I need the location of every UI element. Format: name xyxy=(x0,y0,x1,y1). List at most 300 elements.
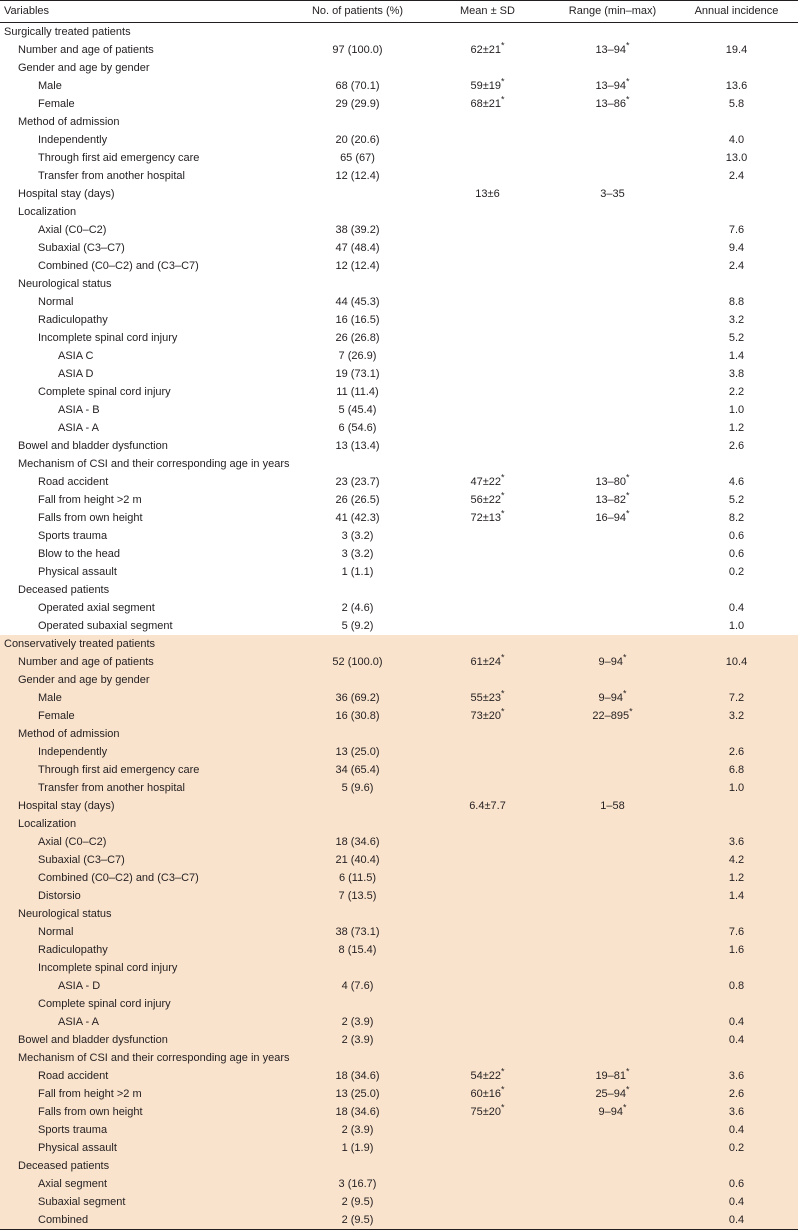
table-row xyxy=(0,1211,798,1230)
row-count: 13 (25.0) xyxy=(290,743,425,761)
row-range xyxy=(550,1211,675,1230)
row-label: Surgically treated patients xyxy=(4,26,131,38)
table-row xyxy=(0,1193,798,1211)
column-header-range: Range (min–max) xyxy=(550,1,675,23)
table-row xyxy=(0,905,798,923)
row-count: 5 (45.4) xyxy=(338,404,377,416)
table-row xyxy=(0,887,798,905)
row-mean-sd xyxy=(425,455,550,473)
row-count xyxy=(290,581,425,599)
row-mean-sd xyxy=(425,527,550,545)
table-row xyxy=(0,1085,798,1103)
row-annual-incidence: 1.0 xyxy=(728,620,745,632)
row-annual-incidence: 3.6 xyxy=(675,1103,798,1121)
row-range xyxy=(550,545,675,563)
row-mean-sd xyxy=(425,437,550,455)
row-annual-incidence: 2.2 xyxy=(728,386,745,398)
row-annual-incidence xyxy=(675,905,798,923)
table-row xyxy=(0,347,798,365)
row-label: Blow to the head xyxy=(38,548,120,560)
row-count: 1 (1.1) xyxy=(341,566,374,578)
column-header-variables: Variables xyxy=(0,1,290,23)
row-label: Falls from own height xyxy=(38,512,143,524)
row-annual-incidence: 0.4 xyxy=(675,1211,798,1230)
row-mean-sd xyxy=(425,977,550,995)
row-mean-sd xyxy=(425,1049,550,1067)
row-label: Subaxial (C3–C7) xyxy=(38,242,125,254)
row-count: 29 (29.9) xyxy=(335,98,380,110)
header-row xyxy=(0,1,798,23)
row-range xyxy=(550,59,675,77)
row-annual-incidence: 7.2 xyxy=(675,689,798,707)
row-annual-incidence: 13.0 xyxy=(725,152,748,164)
row-annual-incidence: 1.6 xyxy=(675,941,798,959)
row-range: 16–94* xyxy=(595,509,630,524)
row-label: Axial segment xyxy=(0,1175,290,1193)
row-label: Combined (C0–C2) and (C3–C7) xyxy=(0,869,290,887)
row-label: Subaxial (C3–C7) xyxy=(0,851,290,869)
row-range xyxy=(550,221,675,239)
table-row xyxy=(0,671,798,689)
row-label: Axial (C0–C2) xyxy=(0,833,290,851)
table-row xyxy=(0,707,798,725)
table-row xyxy=(0,923,798,941)
row-annual-incidence xyxy=(675,23,798,42)
table-row xyxy=(0,41,798,59)
row-annual-incidence: 0.2 xyxy=(728,566,745,578)
row-mean-sd xyxy=(425,311,550,329)
row-annual-incidence: 0.4 xyxy=(675,1121,798,1139)
row-range xyxy=(550,149,675,167)
row-count: 11 (11.4) xyxy=(336,386,379,398)
row-count xyxy=(290,725,425,743)
row-range xyxy=(550,275,675,293)
row-range: 9–94* xyxy=(550,653,675,671)
row-mean-sd xyxy=(425,203,550,221)
row-range xyxy=(550,437,675,455)
row-label: Fall from height >2 m xyxy=(38,494,142,506)
row-count: 2 (9.5) xyxy=(290,1211,425,1230)
row-label: Axial (C0–C2) xyxy=(38,224,107,236)
table-row xyxy=(0,815,798,833)
row-label: Method of admission xyxy=(18,116,120,128)
table-row xyxy=(0,617,798,635)
row-mean-sd xyxy=(425,761,550,779)
table-row xyxy=(0,653,798,671)
row-annual-incidence xyxy=(675,635,798,653)
row-annual-incidence: 5.2 xyxy=(728,332,745,344)
row-range xyxy=(550,617,675,635)
row-mean-sd: 61±24* xyxy=(425,653,550,671)
row-count: 26 (26.8) xyxy=(335,332,380,344)
row-mean-sd xyxy=(425,1157,550,1175)
row-count: 12 (12.4) xyxy=(335,260,380,272)
row-range xyxy=(550,941,675,959)
row-range xyxy=(550,239,675,257)
table-row xyxy=(0,563,798,581)
row-mean-sd xyxy=(425,149,550,167)
row-count: 13 (13.4) xyxy=(335,440,380,452)
row-count: 68 (70.1) xyxy=(335,80,380,92)
row-range xyxy=(550,887,675,905)
row-annual-incidence: 7.6 xyxy=(728,224,745,236)
row-label: Method of admission xyxy=(0,725,290,743)
row-range xyxy=(550,977,675,995)
row-range xyxy=(550,401,675,419)
row-annual-incidence: 1.2 xyxy=(675,869,798,887)
row-range xyxy=(550,419,675,437)
row-range xyxy=(550,671,675,689)
row-mean-sd xyxy=(425,671,550,689)
row-range xyxy=(550,455,675,473)
row-count: 12 (12.4) xyxy=(335,170,380,182)
row-mean-sd: 6.4±7.7 xyxy=(425,797,550,815)
row-range xyxy=(550,527,675,545)
row-range xyxy=(550,761,675,779)
row-range xyxy=(550,815,675,833)
row-count xyxy=(290,203,425,221)
row-label: Sports trauma xyxy=(0,1121,290,1139)
row-annual-incidence: 1.4 xyxy=(675,887,798,905)
row-count: 3 (3.2) xyxy=(341,548,374,560)
row-range xyxy=(550,959,675,977)
row-label: ASIA D xyxy=(58,368,94,380)
row-range: 13–94* xyxy=(595,77,630,92)
row-annual-incidence: 13.6 xyxy=(725,80,748,92)
row-label: Subaxial segment xyxy=(0,1193,290,1211)
row-count xyxy=(290,815,425,833)
row-label: Road accident xyxy=(38,476,109,488)
table-row xyxy=(0,851,798,869)
row-mean-sd xyxy=(425,1175,550,1193)
row-count: 23 (23.7) xyxy=(335,476,380,488)
row-mean-sd: 59±19* xyxy=(470,77,505,92)
row-annual-incidence: 3.2 xyxy=(728,314,745,326)
row-mean-sd xyxy=(425,833,550,851)
row-mean-sd: 47±22* xyxy=(470,473,505,488)
row-label: Incomplete spinal cord injury xyxy=(0,959,290,977)
row-mean-sd xyxy=(425,815,550,833)
row-annual-incidence: 0.6 xyxy=(675,1175,798,1193)
row-mean-sd: 56±22* xyxy=(470,491,505,506)
table-row xyxy=(0,995,798,1013)
row-count: 4 (7.6) xyxy=(290,977,425,995)
row-mean-sd xyxy=(425,905,550,923)
row-range xyxy=(550,203,675,221)
row-range: 9–94* xyxy=(550,689,675,707)
row-range xyxy=(550,905,675,923)
row-count: 36 (69.2) xyxy=(290,689,425,707)
row-annual-incidence xyxy=(675,581,798,599)
row-mean-sd: 75±20* xyxy=(425,1103,550,1121)
row-label: Complete spinal cord injury xyxy=(0,995,290,1013)
row-label: Independently xyxy=(0,743,290,761)
row-label: Combined (C0–C2) and (C3–C7) xyxy=(38,260,199,272)
row-range xyxy=(550,113,675,131)
row-count: 21 (40.4) xyxy=(290,851,425,869)
row-annual-incidence: 8.2 xyxy=(728,512,745,524)
row-mean-sd xyxy=(425,131,550,149)
row-label: Localization xyxy=(18,206,77,218)
row-mean-sd xyxy=(425,1031,550,1049)
table-row xyxy=(0,869,798,887)
table-row xyxy=(0,59,798,77)
table-row xyxy=(0,95,798,113)
row-mean-sd xyxy=(425,581,550,599)
row-annual-incidence: 0.6 xyxy=(728,530,745,542)
row-count: 65 (67) xyxy=(340,152,375,164)
row-mean-sd xyxy=(425,221,550,239)
table-row xyxy=(0,257,798,275)
column-header-annual-incidence: Annual incidence xyxy=(675,1,798,23)
table-row xyxy=(0,1175,798,1193)
row-range xyxy=(550,725,675,743)
table-row xyxy=(0,1031,798,1049)
row-annual-incidence: 10.4 xyxy=(675,653,798,671)
row-mean-sd xyxy=(425,995,550,1013)
row-range xyxy=(550,1139,675,1157)
row-label: Neurological status xyxy=(18,278,112,290)
row-range xyxy=(550,1157,675,1175)
row-mean-sd xyxy=(425,599,550,617)
row-annual-incidence xyxy=(675,113,798,131)
table-row xyxy=(0,131,798,149)
row-mean-sd xyxy=(425,869,550,887)
row-label: Distorsio xyxy=(0,887,290,905)
table-row xyxy=(0,599,798,617)
row-count: 8 (15.4) xyxy=(290,941,425,959)
row-mean-sd xyxy=(425,239,550,257)
row-annual-incidence xyxy=(675,995,798,1013)
row-count: 16 (16.5) xyxy=(335,314,380,326)
row-mean-sd: 60±16* xyxy=(425,1085,550,1103)
row-label: Female xyxy=(38,98,75,110)
table-row xyxy=(0,1049,798,1067)
table-header xyxy=(0,1,798,23)
row-count xyxy=(290,23,425,42)
row-mean-sd xyxy=(425,725,550,743)
table-row xyxy=(0,1067,798,1085)
row-count: 3 (16.7) xyxy=(290,1175,425,1193)
row-annual-incidence: 0.2 xyxy=(675,1139,798,1157)
table-row xyxy=(0,293,798,311)
row-count: 2 (9.5) xyxy=(290,1193,425,1211)
column-header-mean-sd: Mean ± SD xyxy=(425,1,550,23)
row-mean-sd xyxy=(425,779,550,797)
table-row xyxy=(0,509,798,527)
row-mean-sd xyxy=(425,851,550,869)
table-row xyxy=(0,203,798,221)
row-count xyxy=(290,455,425,473)
row-range xyxy=(550,923,675,941)
row-label: ASIA - A xyxy=(58,422,99,434)
row-range xyxy=(550,869,675,887)
row-label: Through first aid emergency care xyxy=(0,761,290,779)
row-label: Physical assault xyxy=(38,566,117,578)
row-label: Conservatively treated patients xyxy=(0,635,290,653)
row-count xyxy=(290,185,425,203)
row-label: Operated axial segment xyxy=(38,602,155,614)
row-count: 2 (3.9) xyxy=(290,1121,425,1139)
row-count: 38 (39.2) xyxy=(335,224,380,236)
row-mean-sd xyxy=(425,275,550,293)
table-row xyxy=(0,167,798,185)
row-annual-incidence xyxy=(675,1049,798,1067)
row-mean-sd xyxy=(425,545,550,563)
row-count: 7 (13.5) xyxy=(290,887,425,905)
row-annual-incidence: 0.4 xyxy=(675,1013,798,1031)
table-row xyxy=(0,329,798,347)
row-annual-incidence: 8.8 xyxy=(728,296,745,308)
row-mean-sd xyxy=(425,113,550,131)
row-label: ASIA - B xyxy=(58,404,100,416)
row-count xyxy=(290,995,425,1013)
row-mean-sd xyxy=(425,293,550,311)
row-mean-sd: 68±21* xyxy=(470,95,505,110)
row-count xyxy=(290,959,425,977)
row-label: Number and age of patients xyxy=(0,653,290,671)
row-annual-incidence: 1.0 xyxy=(675,779,798,797)
row-annual-incidence: 4.0 xyxy=(728,134,745,146)
table-row xyxy=(0,545,798,563)
row-mean-sd xyxy=(425,617,550,635)
row-annual-incidence: 2.4 xyxy=(728,260,745,272)
row-label: Neurological status xyxy=(0,905,290,923)
row-label: Bowel and bladder dysfunction xyxy=(18,440,168,452)
table-row xyxy=(0,977,798,995)
row-annual-incidence: 3.8 xyxy=(728,368,745,380)
row-mean-sd: 13±6 xyxy=(475,188,500,200)
row-count: 18 (34.6) xyxy=(290,1103,425,1121)
row-annual-incidence: 4.2 xyxy=(675,851,798,869)
row-mean-sd xyxy=(425,923,550,941)
table-row xyxy=(0,1157,798,1175)
row-range: 13–94* xyxy=(595,41,630,56)
row-label: Deceased patients xyxy=(18,584,110,596)
row-range xyxy=(550,131,675,149)
row-label: Transfer from another hospital xyxy=(38,170,185,182)
table-row xyxy=(0,689,798,707)
row-annual-incidence xyxy=(675,455,798,473)
row-count: 3 (3.2) xyxy=(341,530,374,542)
row-annual-incidence: 6.8 xyxy=(675,761,798,779)
row-label: Incomplete spinal cord injury xyxy=(38,332,178,344)
table-row xyxy=(0,959,798,977)
row-range xyxy=(550,347,675,365)
table-row xyxy=(0,239,798,257)
row-count: 44 (45.3) xyxy=(335,296,380,308)
table-row xyxy=(0,275,798,293)
row-range xyxy=(550,1175,675,1193)
row-annual-incidence: 3.6 xyxy=(675,833,798,851)
row-mean-sd xyxy=(425,1139,550,1157)
table-row xyxy=(0,311,798,329)
row-annual-incidence xyxy=(675,59,798,77)
row-count: 47 (48.4) xyxy=(335,242,380,254)
row-mean-sd xyxy=(425,887,550,905)
row-range xyxy=(550,311,675,329)
row-annual-incidence xyxy=(675,725,798,743)
table-row xyxy=(0,635,798,653)
row-mean-sd: 73±20* xyxy=(425,707,550,725)
row-count: 6 (54.6) xyxy=(338,422,377,434)
row-label: Deceased patients xyxy=(0,1157,290,1175)
row-range: 13–86* xyxy=(595,95,630,110)
row-annual-incidence: 1.2 xyxy=(728,422,745,434)
table-row xyxy=(0,1103,798,1121)
row-label: Combined xyxy=(0,1211,290,1230)
row-annual-incidence xyxy=(675,185,798,203)
row-label: Normal xyxy=(38,296,74,308)
row-range xyxy=(550,743,675,761)
row-count xyxy=(290,905,425,923)
table-row xyxy=(0,833,798,851)
row-count xyxy=(290,1157,425,1175)
row-label: Road accident xyxy=(0,1067,290,1085)
table-row xyxy=(0,1139,798,1157)
row-range xyxy=(550,1121,675,1139)
table-row xyxy=(0,473,798,491)
row-range xyxy=(550,599,675,617)
row-annual-incidence: 0.4 xyxy=(675,1193,798,1211)
row-count xyxy=(290,635,425,653)
row-mean-sd xyxy=(425,635,550,653)
row-count: 19 (73.1) xyxy=(335,368,380,380)
row-label: Complete spinal cord injury xyxy=(38,386,171,398)
row-count: 7 (26.9) xyxy=(338,350,377,362)
row-range xyxy=(550,851,675,869)
row-label: Hospital stay (days) xyxy=(18,188,115,200)
table-row xyxy=(0,1013,798,1031)
table-row xyxy=(0,1121,798,1139)
row-count: 18 (34.6) xyxy=(290,1067,425,1085)
row-count xyxy=(290,1049,425,1067)
table-row xyxy=(0,779,798,797)
row-count: 16 (30.8) xyxy=(290,707,425,725)
table-row xyxy=(0,725,798,743)
table-row xyxy=(0,77,798,95)
row-label: Falls from own height xyxy=(0,1103,290,1121)
row-range xyxy=(550,383,675,401)
row-annual-incidence: 5.2 xyxy=(728,494,745,506)
row-label: Gender and age by gender xyxy=(18,62,150,74)
row-label: Sports trauma xyxy=(38,530,108,542)
row-mean-sd xyxy=(425,401,550,419)
table-row xyxy=(0,437,798,455)
table-body xyxy=(0,23,798,1230)
row-mean-sd xyxy=(425,347,550,365)
row-range: 13–80* xyxy=(595,473,630,488)
row-count: 5 (9.2) xyxy=(341,620,374,632)
row-range xyxy=(550,365,675,383)
row-mean-sd: 55±23* xyxy=(425,689,550,707)
row-annual-incidence xyxy=(675,275,798,293)
row-range: 3–35 xyxy=(600,188,625,200)
row-mean-sd xyxy=(425,941,550,959)
row-count xyxy=(290,59,425,77)
table-row xyxy=(0,113,798,131)
row-count xyxy=(290,671,425,689)
row-count: 34 (65.4) xyxy=(290,761,425,779)
row-count: 26 (26.5) xyxy=(335,494,380,506)
row-mean-sd xyxy=(425,1211,550,1230)
row-label: Male xyxy=(0,689,290,707)
row-label: Radiculopathy xyxy=(38,314,108,326)
row-count xyxy=(290,797,425,815)
row-range xyxy=(550,1049,675,1067)
row-count: 18 (34.6) xyxy=(290,833,425,851)
row-label: Independently xyxy=(38,134,108,146)
